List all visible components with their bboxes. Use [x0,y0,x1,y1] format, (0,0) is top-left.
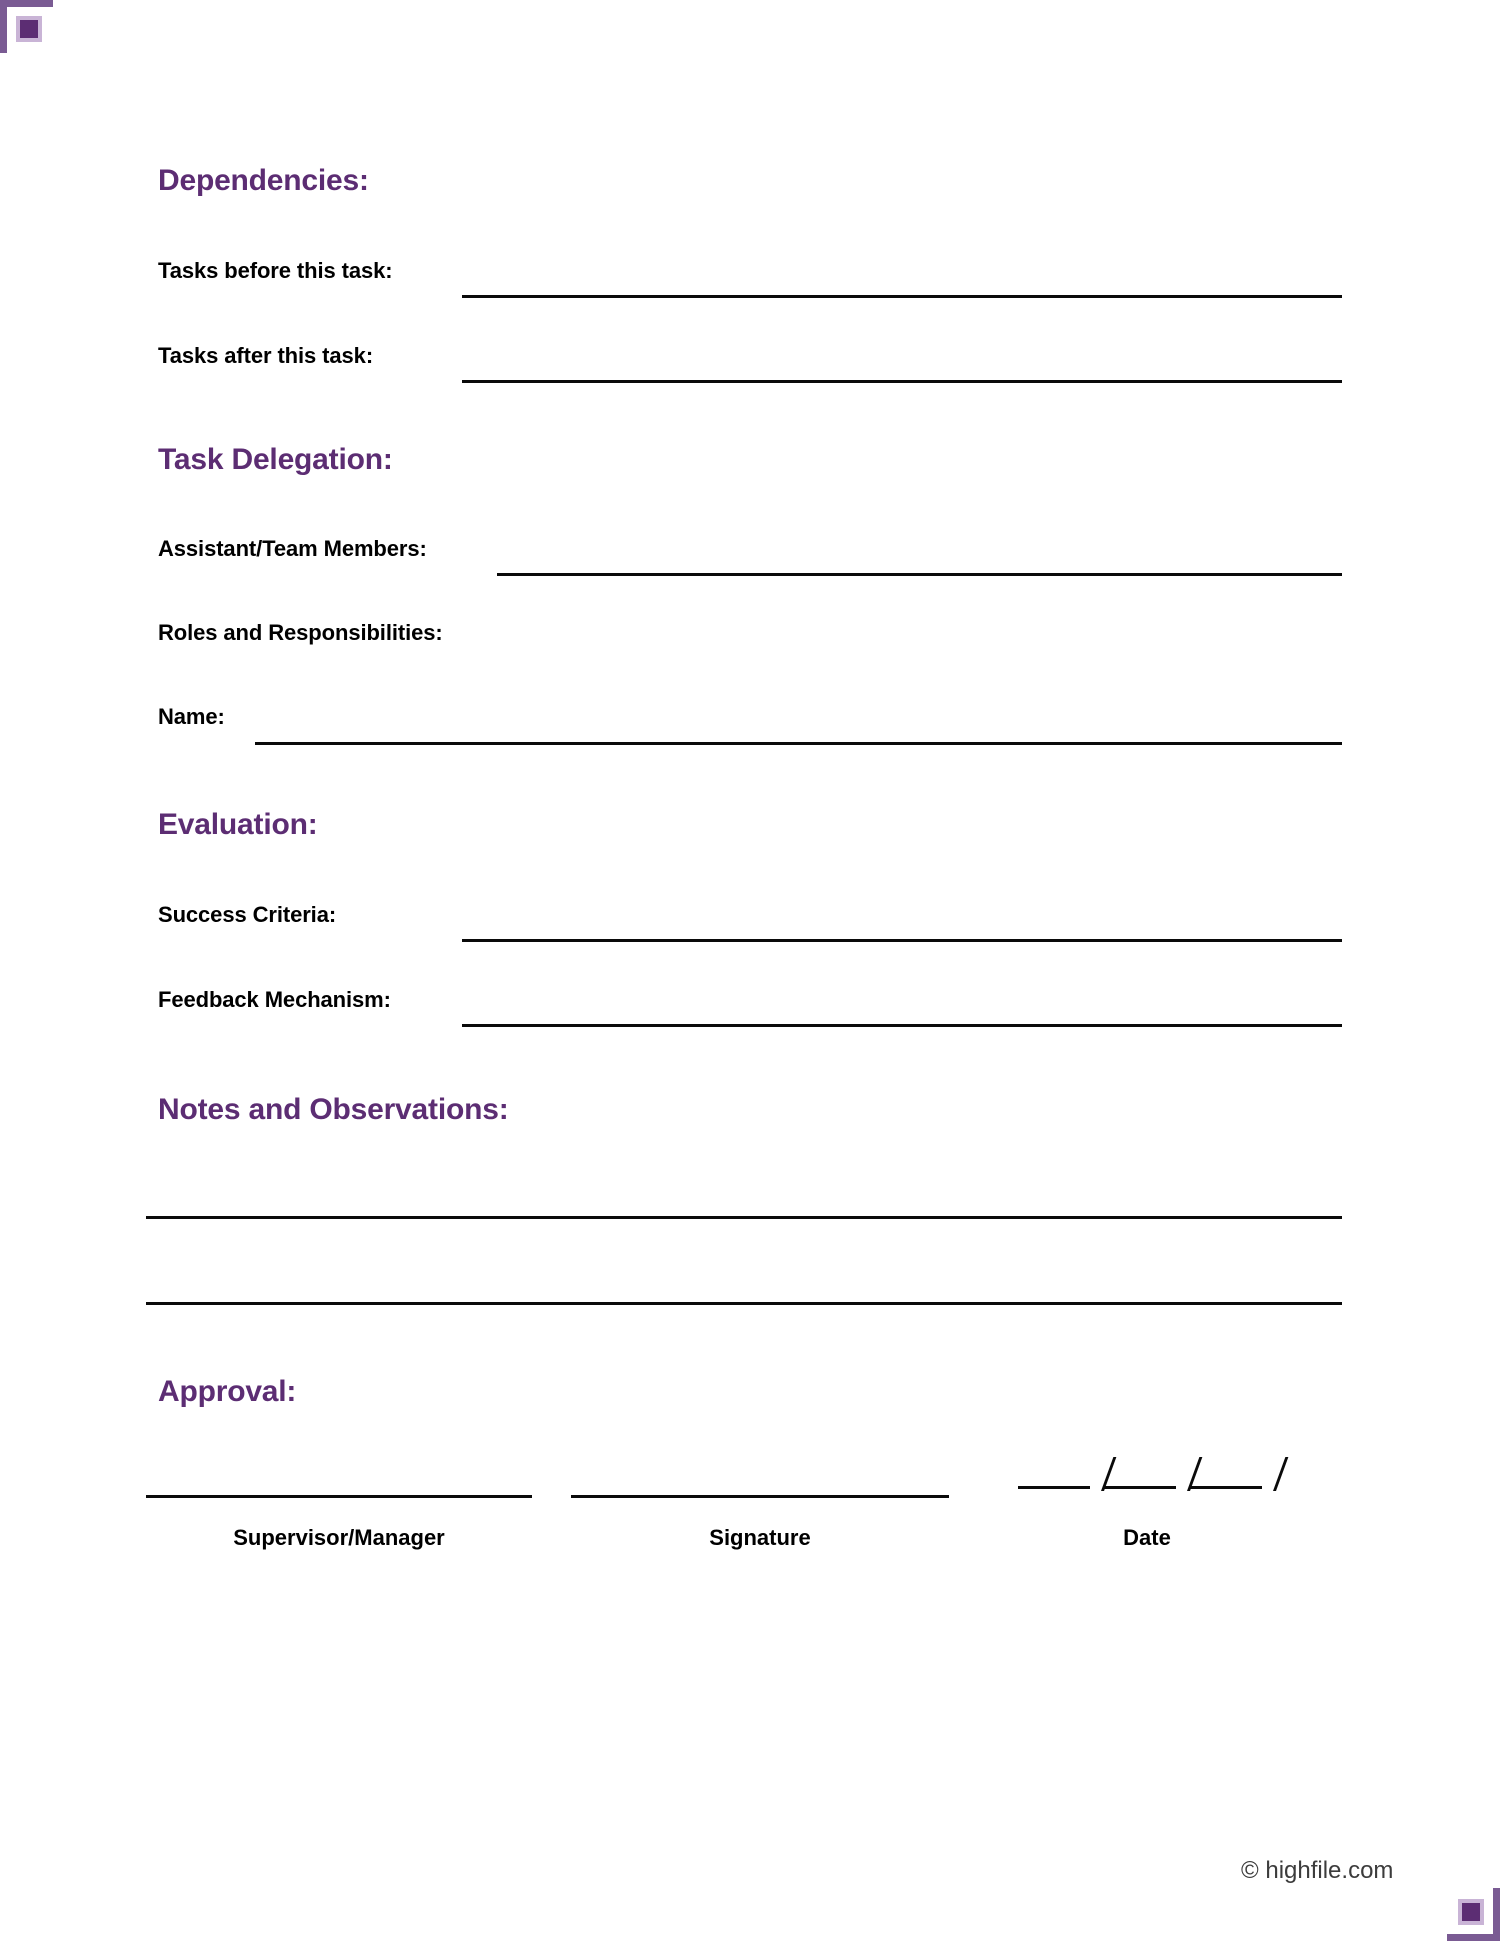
section-heading-evaluation: Evaluation: [158,808,318,841]
corner-square-icon [16,16,42,42]
field-input-feedback-mechanism[interactable] [462,1024,1342,1027]
date-segment-underline [1190,1486,1262,1489]
field-input-notes-line-2[interactable] [146,1302,1342,1305]
footer-credit: © highfile.com [1241,1857,1394,1884]
date-segment-underline [1104,1486,1176,1489]
signature-caption-signature: Signature [709,1525,811,1550]
date-segment-day[interactable] [1018,1455,1104,1489]
date-separator-slash-icon [1273,1457,1288,1491]
signature-caption-date: Date [1123,1525,1171,1550]
field-label-feedback-mechanism: Feedback Mechanism: [158,987,391,1012]
section-heading-approval: Approval: [158,1375,297,1408]
field-input-assistant-team-members[interactable] [497,573,1342,576]
field-input-notes-line-1[interactable] [146,1216,1342,1219]
section-heading-notes-and-observations: Notes and Observations: [158,1093,509,1126]
field-input-tasks-before-this-task[interactable] [462,295,1342,298]
field-input-date[interactable] [1018,1455,1276,1489]
section-heading-dependencies: Dependencies: [158,164,369,197]
field-input-tasks-after-this-task[interactable] [462,380,1342,383]
field-input-signature[interactable] [571,1495,949,1498]
corner-square-icon [1458,1899,1484,1925]
field-label-tasks-before-this-task: Tasks before this task: [158,258,393,283]
field-label-tasks-after-this-task: Tasks after this task: [158,343,374,368]
signature-caption-supervisor-manager: Supervisor/Manager [233,1525,445,1550]
section-heading-task-delegation: Task Delegation: [158,443,393,476]
field-label-success-criteria: Success Criteria: [158,902,337,927]
field-input-success-criteria[interactable] [462,939,1342,942]
date-segment-underline [1018,1486,1090,1489]
field-label-name: Name: [158,704,225,729]
field-label-assistant-team-members: Assistant/Team Members: [158,536,427,561]
field-input-name[interactable] [255,742,1342,745]
field-label-roles-and-responsibilities: Roles and Responsibilities: [158,620,443,645]
corner-bracket-bottom-right-icon [1447,1888,1500,1941]
date-segment-month[interactable] [1104,1455,1190,1489]
date-segment-year[interactable] [1190,1455,1276,1489]
corner-bracket-top-left-icon [0,0,53,53]
field-input-supervisor-manager[interactable] [146,1495,532,1498]
